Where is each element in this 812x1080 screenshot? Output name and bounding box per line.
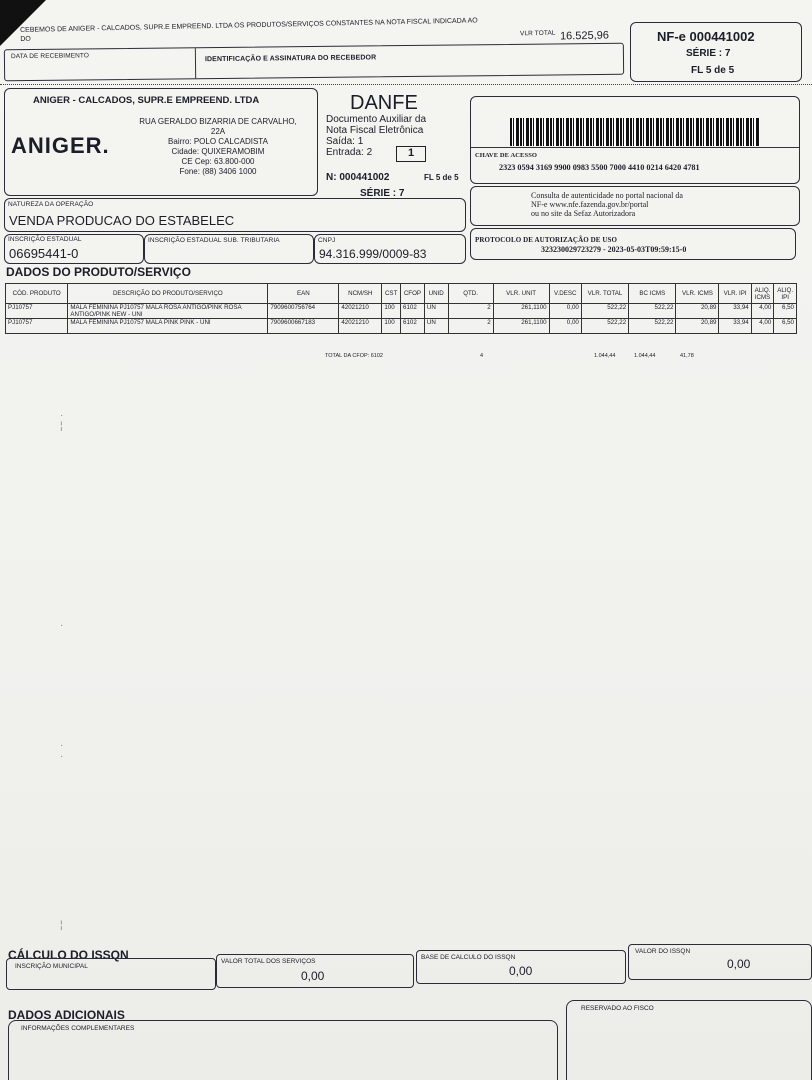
emitente-name: ANIGER - CALCADOS, SUPR.E EMPREEND. LTDA — [33, 95, 260, 106]
cell-vlr-icms: 20,89 — [676, 304, 719, 319]
valor-issqn-value: 0,00 — [727, 957, 751, 971]
base-issqn-value: 0,00 — [509, 964, 533, 978]
ie-st-label: INSCRIÇÃO ESTADUAL SUB. TRIBUTARIA — [148, 237, 280, 244]
cell-vlr-ipi: 33,94 — [719, 319, 751, 334]
cell-cfop: 6102 — [401, 319, 425, 334]
cell-qtd: 2 — [448, 304, 493, 319]
cell-descricao: MALA FEMININA PJ10757 MALA ROSA ANTIGO/PINK ROSA ANTIGO/PINK NEW - UNI — [68, 304, 268, 319]
cell-aliq-ipi: 6,50 — [774, 319, 797, 334]
scan-mark: · · — [60, 740, 64, 762]
danfe-saida: Saída: 1 — [326, 136, 364, 147]
scan-mark: · — [60, 620, 64, 631]
danfe-folha: FL 5 de 5 — [424, 173, 459, 182]
issqn-title: CÁLCULO DO ISSQN — [8, 948, 129, 962]
vr-total-label: VLR TOTAL — [519, 29, 556, 38]
danfe-line2: Nota Fiscal Eletrônica — [326, 125, 424, 136]
cell-aliq-icms: 4,00 — [751, 304, 774, 319]
cell-bc-icms: 522,22 — [629, 304, 676, 319]
cell-ncm: 42021210 — [339, 319, 382, 334]
produtos-title: DADOS DO PRODUTO/SERVIÇO — [6, 265, 191, 279]
cell-cst: 100 — [382, 304, 401, 319]
total-cfop-icms: 41,78 — [680, 353, 694, 359]
valor-servicos-value: 0,00 — [301, 969, 325, 983]
natureza-value: VENDA PRODUCAO DO ESTABELEC — [9, 213, 235, 228]
emitente-fone: Fone: (88) 3406 1000 — [179, 167, 257, 176]
total-cfop-vlr: 1.044,44 — [594, 353, 616, 359]
cell-vlr-ipi: 33,94 — [719, 304, 751, 319]
canhoto-received-text: CEBEMOS DE ANIGER - CALCADOS, SUPR.E EMPREEND. LTDA OS PRODUTOS/SERVIÇOS CONSTANTES NA NOTA FISCAL INDICADA AO DO — [20, 17, 478, 43]
header-cst: CST — [382, 284, 401, 304]
ie-label: INSCRIÇÃO ESTADUAL — [8, 236, 82, 243]
cell-cod: PJ10757 — [6, 319, 68, 334]
barcode — [510, 118, 760, 146]
consulta-line2: NF-e www.nfe.fazenda.gov.br/portal — [531, 200, 649, 209]
nfe-serie: SÉRIE : 7 — [686, 48, 731, 59]
table-row — [6, 319, 797, 334]
vr-total-value: 16.525,96 — [559, 29, 610, 43]
inscricao-municipal-label: INSCRIÇÃO MUNICIPAL — [15, 963, 88, 970]
reservado-fisco-box — [566, 1000, 812, 1080]
cell-vlr-icms: 20,89 — [676, 319, 719, 334]
cut-line — [0, 84, 812, 85]
canhoto-box — [4, 43, 624, 81]
cell-cst: 100 — [382, 319, 401, 334]
cell-vlr-total: 522,22 — [581, 319, 628, 334]
cnpj-label: CNPJ — [318, 237, 336, 244]
aniger-logo: ANIGER. — [11, 133, 110, 158]
emitente-cep: CE Cep: 63.800-000 — [181, 157, 255, 166]
scan-mark: · ¦ — [60, 410, 64, 432]
ie-value: 06695441-0 — [9, 246, 79, 261]
danfe-block — [322, 92, 468, 202]
cell-cfop: 6102 — [401, 304, 425, 319]
cell-vlr-total: 522,22 — [581, 304, 628, 319]
produtos-table — [5, 283, 797, 334]
nfe-folha: FL 5 de 5 — [691, 65, 735, 76]
header-aliq-ipi: ALIQ. IPI — [774, 284, 797, 304]
cell-ean: 7909600756764 — [268, 304, 339, 319]
header-descricao: DESCRIÇÃO DO PRODUTO/SERVIÇO — [68, 284, 268, 304]
cell-vdesc: 0,00 — [549, 319, 581, 334]
base-issqn-box — [416, 950, 626, 984]
adicionais-title: DADOS ADICIONAIS — [8, 1008, 125, 1022]
emitente-bairro: Bairro: POLO CALCADISTA — [168, 137, 268, 146]
valor-servicos-box — [216, 954, 414, 988]
identificacao-label: IDENTIFICAÇÃO E ASSINATURA DO RECEBEDOR — [204, 54, 377, 64]
cnpj-value: 94.316.999/0009-83 — [319, 247, 427, 261]
table-row — [6, 304, 797, 319]
header-aliq-icms: ALIQ. ICMS — [751, 284, 774, 304]
danfe-numero: N: 000441002 — [326, 172, 390, 183]
cell-unid: UN — [424, 319, 448, 334]
danfe-title: DANFE — [350, 92, 418, 114]
header-ean: EAN — [268, 284, 339, 304]
consulta-line3: ou no site da Sefaz Autorizadora — [531, 209, 636, 218]
cell-vlr-unit: 261,1100 — [493, 304, 549, 319]
valor-issqn-label: VALOR DO ISSQN — [635, 948, 691, 955]
header-unid: UNID — [424, 284, 448, 304]
cell-aliq-icms: 4,00 — [751, 319, 774, 334]
header-vlr-icms: VLR. ICMS — [676, 284, 719, 304]
emitente-address: RUA GERALDO BIZARRIA DE CARVALHO, — [139, 117, 297, 126]
nfe-number-box — [630, 22, 802, 82]
header-vlr-total: VLR. TOTAL — [581, 284, 628, 304]
ie-st-box — [144, 234, 314, 264]
cell-cod: PJ10757 — [6, 304, 68, 319]
protocolo-box — [470, 228, 796, 260]
cell-ean: 7909600667183 — [268, 319, 339, 334]
header-vlr-ipi: VLR. IPI — [719, 284, 751, 304]
cell-ncm: 42021210 — [339, 304, 382, 319]
header-cod: CÓD. PRODUTO — [6, 284, 68, 304]
total-cfop-bc: 1.044,44 — [634, 353, 656, 359]
scan-mark: ¦ — [60, 920, 63, 931]
cell-vdesc: 0,00 — [549, 304, 581, 319]
chave-value: 2323 0594 3169 9900 0983 5500 7000 4410 0214 6420 4781 — [499, 163, 700, 172]
produtos-header-row — [6, 284, 797, 304]
danfe-entrada: Entrada: 2 — [326, 147, 373, 158]
total-cfop-qtd: 4 — [480, 353, 484, 359]
cell-qtd: 2 — [448, 319, 493, 334]
protocolo-value: 323230029723279 - 2023-05-03T09:59:15-0 — [541, 245, 687, 254]
cell-unid: UN — [424, 304, 448, 319]
cell-descricao: MALA FEMININA PJ10757 MALA PINK PINK - UNI — [68, 319, 268, 334]
natureza-label: NATUREZA DA OPERAÇÃO — [8, 201, 94, 208]
valor-servicos-label: VALOR TOTAL DOS SERVIÇOS — [221, 958, 316, 965]
natureza-box — [4, 198, 466, 232]
header-cfop: CFOP — [401, 284, 425, 304]
data-recebimento-label: DATA DE RECEBIMENTO — [10, 52, 90, 61]
header-bc-icms: BC ICMS — [629, 284, 676, 304]
emitente-box — [4, 88, 318, 196]
consulta-box — [470, 186, 800, 226]
header-ncm: NCM/SH — [339, 284, 382, 304]
reservado-fisco-label: RESERVADO AO FISCO — [581, 1005, 654, 1012]
chave-label: CHAVE DE ACESSO — [475, 152, 538, 159]
header-vlr-unit: VLR. UNIT — [493, 284, 549, 304]
nfe-number: NF-e 000441002 — [657, 29, 755, 44]
protocolo-label: PROTOCOLO DE AUTORIZAÇÃO DE USO — [475, 236, 618, 244]
valor-issqn-box — [628, 944, 812, 980]
cell-vlr-unit: 261,1100 — [493, 319, 549, 334]
danfe-serie: SÉRIE : 7 — [360, 188, 405, 199]
info-complementares-label: INFORMAÇÕES COMPLEMENTARES — [21, 1025, 135, 1032]
emitente-number: 22A — [210, 127, 226, 136]
cell-bc-icms: 522,22 — [629, 319, 676, 334]
emitente-address-block — [123, 117, 313, 177]
total-cfop-label: TOTAL DA CFOP: 6102 — [325, 353, 383, 359]
cnpj-box — [314, 234, 466, 264]
danfe-tipo-value: 1 — [396, 146, 426, 162]
header-vdesc: V.DESC — [549, 284, 581, 304]
info-complementares-box — [8, 1020, 558, 1080]
consulta-line1: Consulta de autenticidade no portal nacional da — [531, 191, 683, 200]
inscricao-municipal-box — [6, 958, 216, 990]
cell-aliq-ipi: 6,50 — [774, 304, 797, 319]
ie-box — [4, 234, 144, 264]
base-issqn-label: BASE DE CALCULO DO ISSQN — [421, 954, 516, 961]
danfe-line1: Documento Auxiliar da — [326, 114, 427, 125]
emitente-cidade: Cidade: QUIXERAMOBIM — [171, 147, 265, 156]
header-qtd: QTD. — [448, 284, 493, 304]
